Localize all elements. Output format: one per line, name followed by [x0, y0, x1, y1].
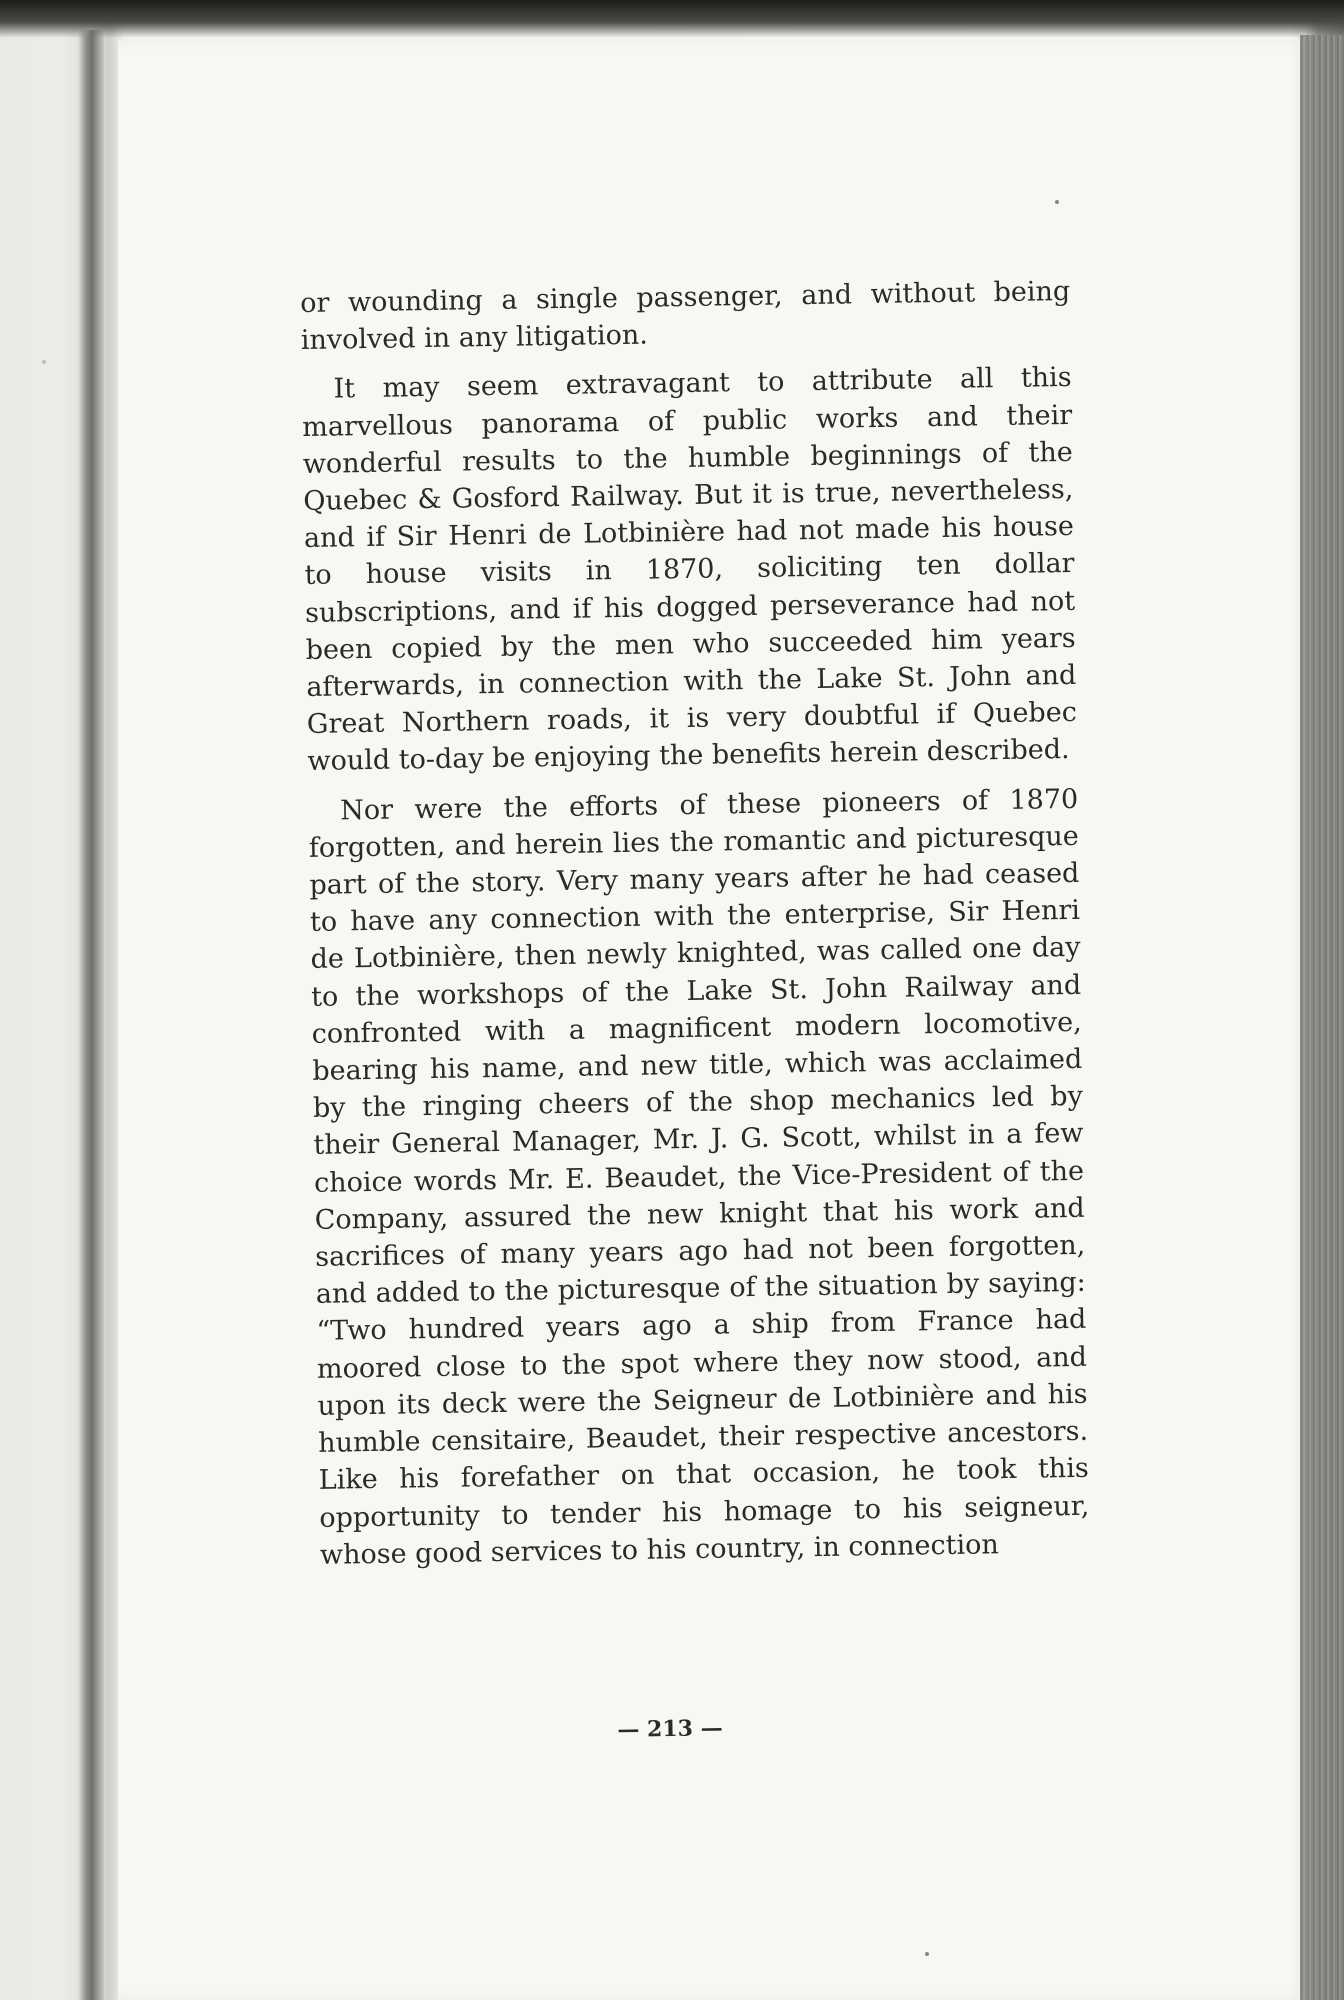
paragraph-continuation: or wounding a single passenger, and without being involved in any litigation. — [300, 275, 1071, 357]
dust-speck — [1055, 200, 1059, 204]
body-text — [300, 273, 1090, 1586]
dust-speck — [925, 1952, 929, 1956]
scan-top-shadow — [0, 0, 1344, 38]
facing-page-gutter — [78, 30, 104, 2000]
paragraph-panorama: It may seem extravagant to attribute all this marvellous panorama of public works and their wonderful results to the humble beginnings of the Quebec & Gosford Railway. But it is true, nevertheless, and if Sir Henri de Lotbinière had not made his house to house visits in 1870, soliciting ten dollar subscriptions, and if his dogged perseverance had not been copied by the men who succeeded him years afterwards, in connection with the Lake St. John and Great Northern roads, it is very doubtful if Quebec would to-day be enjoying the benefits herein described. — [301, 362, 1078, 778]
paragraph-pioneers: Nor were the efforts of these pioneers of 1870 forgotten, and herein lies the romantic and picturesque part of the story. Very many years after he had ceased to have any connection with the enterprise, Sir Henri de Lotbinière, then newly knighted, was called one day to the workshops of the Lake St. John Railway and confronted with a magnificent modern locomotive, bearing his name, and new title, which was acclaimed by the ringing cheers of the shop mechanics led by their General Manager, Mr. J. G. Scott, whilst in a few choice words Mr. E. Beaudet, the Vice-President of the Company, assured the new knight that his work and sacrifices of many years ago had not been forgotten, and added to the picturesque of the situation by saying: “Two hundred years ago a ship from France had moored close to the spot where they now stood, and upon its deck were the Seigneur de Lotbinière and his humble censitaire, Beaudet, their respective ancestors. Like his forefather on that occasion, he took this opportunity to tender his homage to his seigneur, whose good services to his country, in connection — [308, 783, 1090, 1571]
page-number: — 213 — — [617, 1715, 723, 1743]
dust-speck — [42, 360, 46, 364]
page-edges-stack — [1300, 35, 1344, 2000]
